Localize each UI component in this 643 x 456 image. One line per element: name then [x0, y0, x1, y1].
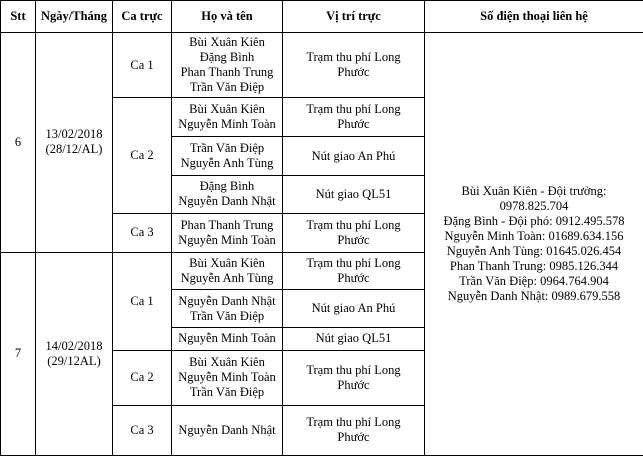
location-text: Phước: [337, 271, 370, 286]
location-cell: [283, 350, 425, 405]
table-row: [1, 33, 643, 98]
location-text: Trạm thu phí Long: [306, 102, 401, 117]
person-name: Nguyễn Danh Nhật: [178, 293, 276, 308]
person-name: Bùi Xuân Kiên: [189, 355, 265, 370]
date-cell: [36, 252, 113, 455]
names-cell: [172, 252, 283, 290]
names-cell: [172, 328, 283, 350]
location-cell: [283, 290, 425, 328]
shift-cell: Ca 1: [113, 33, 172, 98]
location-text: Trạm thu phí Long: [306, 217, 401, 232]
person-name: Bùi Xuân Kiên: [189, 256, 265, 271]
shift-cell: Ca 3: [113, 213, 172, 252]
person-name: Nguyễn Danh Nhật: [178, 422, 276, 437]
person-name: Bùi Xuân Kiên: [189, 35, 265, 50]
header-name: Họ và tên: [172, 1, 283, 33]
header-row: [1, 1, 643, 33]
person-name: Nguyễn Minh Toàn: [178, 117, 276, 132]
header-stt: Stt: [1, 1, 36, 33]
location-text: Nút giao An Phú: [311, 148, 396, 163]
date-cell: [36, 33, 113, 253]
date-text: 14/02/2018: [45, 338, 103, 353]
location-cell: [283, 252, 425, 290]
names-cell: [172, 290, 283, 328]
contacts-cell: [425, 33, 643, 456]
location-cell: [283, 33, 425, 98]
names-cell: [172, 213, 283, 252]
shift-cell: Ca 2: [113, 98, 172, 213]
location-text: Phước: [337, 117, 370, 132]
contact-line: Đặng Bình - Đội phó: 0912.495.578: [443, 214, 625, 228]
header-shift: Ca trực: [113, 1, 172, 33]
location-cell: [283, 137, 425, 176]
person-name: Nguyễn Danh Nhật: [178, 194, 276, 209]
location-text: Trạm thu phí Long: [306, 50, 401, 65]
stt-cell: 7: [1, 252, 36, 455]
lunar-date-text: (29/12AL): [47, 353, 101, 368]
contact-line: Bùi Xuân Kiên - Đội trưởng:: [461, 184, 607, 198]
stt-cell: 6: [1, 33, 36, 253]
shift-cell: Ca 3: [113, 405, 172, 455]
person-name: Nguyễn Anh Tùng: [180, 156, 274, 171]
shift-cell: Ca 1: [113, 252, 172, 350]
contact-line: Trần Văn Điệp: 0964.764.904: [459, 274, 609, 288]
person-name: Nguyễn Anh Tùng: [180, 271, 274, 286]
person-name: Đặng Bình: [199, 50, 255, 65]
location-text: Phước: [337, 232, 370, 247]
person-name: Nguyễn Minh Toàn: [178, 232, 276, 247]
location-cell: [283, 176, 425, 214]
location-text: Nút giao QL51: [315, 186, 392, 201]
location-cell: [283, 328, 425, 350]
person-name: Nguyễn Minh Toàn: [178, 331, 276, 346]
person-name: Phan Thanh Trung: [180, 65, 274, 80]
names-cell: [172, 33, 283, 98]
names-cell: [172, 405, 283, 455]
location-text: Trạm thu phí Long: [306, 415, 401, 430]
names-cell: [172, 98, 283, 137]
header-date: Ngày/Tháng: [36, 1, 113, 33]
person-name: Trần Văn Điệp: [189, 308, 265, 323]
names-cell: [172, 176, 283, 214]
shift-cell: Ca 2: [113, 350, 172, 405]
location-text: Trạm thu phí Long: [306, 362, 401, 377]
date-text: 13/02/2018: [45, 127, 103, 142]
location-cell: [283, 405, 425, 455]
location-text: Nút giao An Phú: [311, 301, 396, 316]
person-name: Đặng Bình: [199, 179, 255, 194]
location-text: Phước: [337, 430, 370, 445]
location-text: Trạm thu phí Long: [306, 256, 401, 271]
person-name: Phan Thanh Trung: [180, 217, 274, 232]
header-location: Vị trí trực: [283, 1, 425, 33]
lunar-date-text: (28/12/AL): [45, 142, 103, 157]
location-text: Phước: [337, 377, 370, 392]
location-text: Nút giao QL51: [315, 331, 392, 346]
location-text: Phước: [337, 65, 370, 80]
location-cell: [283, 213, 425, 252]
header-phone: Số điện thoại liên hệ: [425, 1, 643, 33]
person-name: Trần Văn Điệp: [189, 80, 265, 95]
contact-line: Phan Thanh Trung: 0985.126.344: [449, 259, 619, 273]
person-name: Trần Văn Điệp: [189, 385, 265, 400]
person-name: Trần Văn Điệp: [189, 141, 265, 156]
names-cell: [172, 350, 283, 405]
contact-line: Nguyễn Anh Tùng: 01645.026.454: [446, 244, 622, 258]
person-name: Nguyễn Minh Toàn: [178, 370, 276, 385]
contact-line: Nguyễn Minh Toàn: 01689.634.156: [444, 229, 624, 243]
names-cell: [172, 137, 283, 176]
contact-line: Nguyễn Danh Nhật: 0989.679.558: [447, 289, 621, 303]
location-cell: [283, 98, 425, 137]
person-name: Bùi Xuân Kiên: [189, 102, 265, 117]
contact-line: 0978.825.704: [499, 199, 569, 213]
